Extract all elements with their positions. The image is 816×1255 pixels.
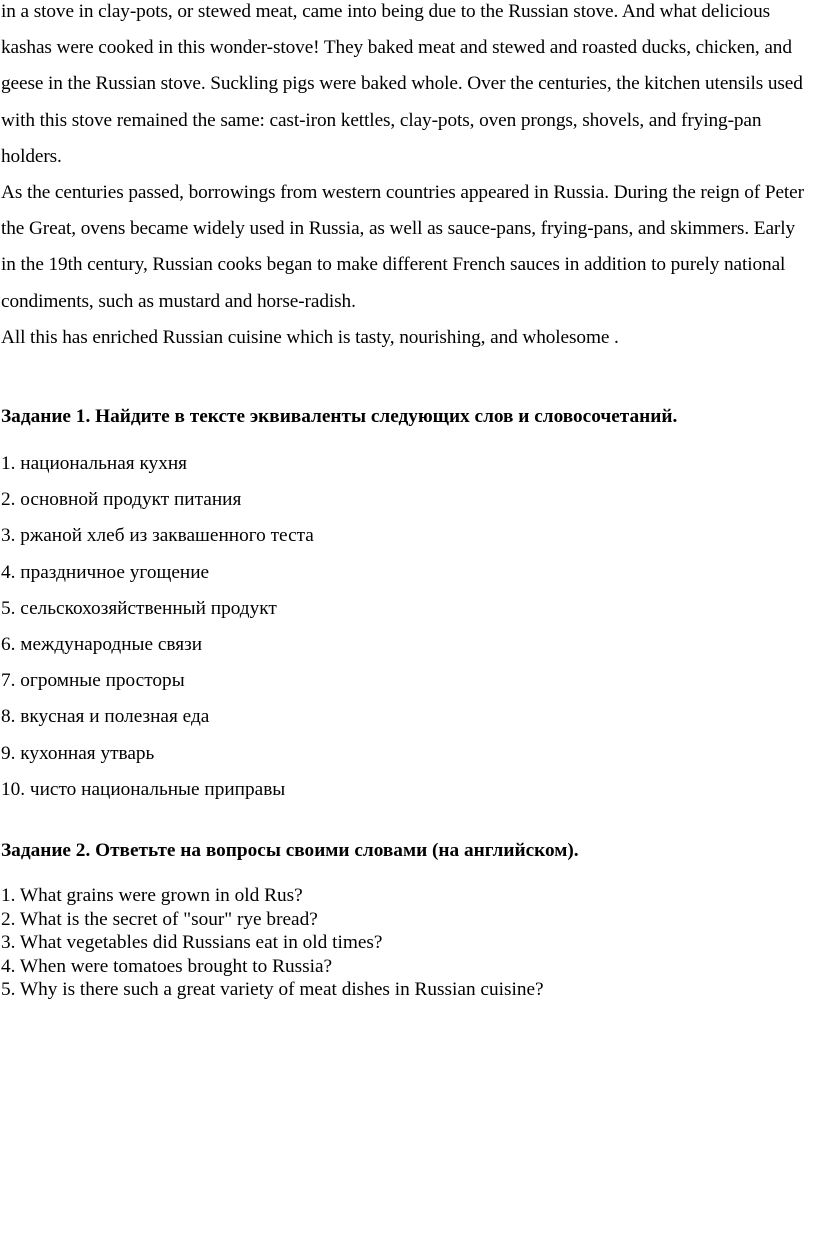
question-item: 3. What vegetables did Russians eat in old times? (1, 932, 383, 953)
question-item: 5. Why is there such a great variety of meat dishes in Russian cuisine? (1, 979, 544, 1000)
paragraph-stove-dishes: in a stove in clay-pots, or stewed meat, came into being due to the Russian stove. And what delicious kashas were cooked in this wonder-stove! They baked meat and stewed and roasted ducks, chicken, and geese in the Russian stove. Suckling pigs were baked whole. Over the centuries, the kitchen utensils used with this stove remained the same: cast-iron kettles, clay-pots, oven prongs, shovels, and frying-pan holders. (1, 1, 803, 167)
list-item: 5. сельскохозяйственный продукт (1, 597, 277, 619)
list-item: 8. вкусная и полезная еда (1, 706, 210, 728)
list-item: 9. кухонная утварь (1, 742, 155, 764)
list-item: 4. праздничное угощение (1, 561, 210, 583)
paragraph-enriched-cuisine: All this has enriched Russian cuisine which is tasty, nourishing, and wholesome . (1, 326, 619, 348)
list-item: 7. огромные просторы (1, 670, 185, 692)
list-item: 2. основной продукт питания (1, 489, 242, 511)
list-item: 10. чисто национальные приправы (1, 778, 286, 800)
task2-question-list (1, 884, 544, 1002)
paragraph-western-borrowings: As the centuries passed, borrowings from western countries appeared in Russia. During the reign of Peter the Great, ovens became widely used in Russia, as well as sauce-pans, frying-pans, and skimmers. Early in the 19th century, Russian cooks began to make different French sauces in addition to purely national condiments, such as mustard and horse-radish. (1, 182, 804, 312)
question-item: 2. What is the secret of "sour" rye bread? (1, 908, 318, 930)
list-item: 3. ржаной хлеб из заквашенного теста (1, 525, 314, 547)
list-item: 1. национальная кухня (1, 453, 188, 474)
list-item: 6. международные связи (1, 633, 203, 655)
question-item: 1. What grains were grown in old Rus? (1, 885, 303, 906)
task1-list (1, 446, 314, 808)
question-item: 4. When were tomatoes brought to Russia? (1, 955, 333, 977)
text-body (1, 0, 812, 356)
task1-heading: Задание 1. Найдите в тексте эквиваленты следующих слов и словосочетаний. (1, 406, 678, 427)
task2-heading: Задание 2. Ответьте на вопросы своими словами (на английском). (1, 840, 579, 861)
